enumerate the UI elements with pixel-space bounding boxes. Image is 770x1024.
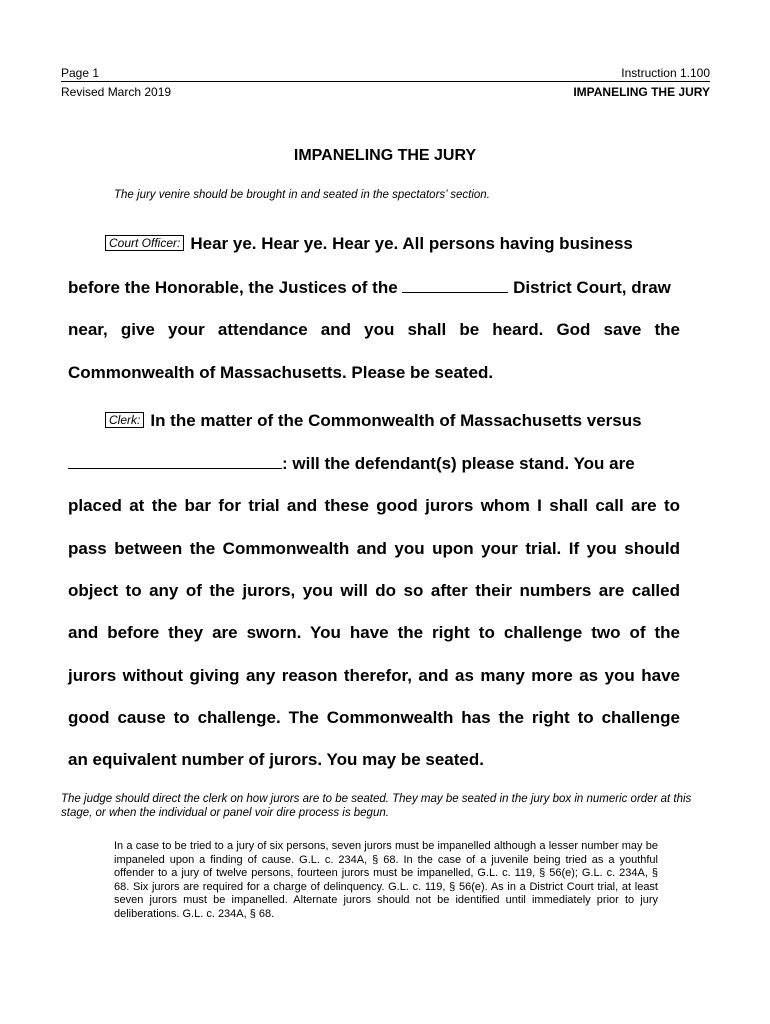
clerk-line-2: [68, 454, 680, 474]
clerk-line-4: pass between the Commonwealth and you upon your trial. If you should: [68, 539, 680, 558]
page-number: Page 1: [61, 66, 100, 80]
footnote: In a case to be tried to a jury of six persons, seven jurors must be impanelled although a lesser number may be impaneled upon a finding of cause. G.L. c. 234A, § 68. In the case of a juvenile being tried as a youthful offender to a jury of twelve persons, fourteen jurors must be impanelled, G.L. c. 119, § 56(e); G.L. c. 234A, § 68. Six jurors are required for a charge of delinquency. G.L. c. 119, § 56(e). As in a District Court trial, at least seven jurors must be impanelled. Alternate jurors should not be identified until immediately prior to jury deliberations. G.L. c. 234A, § 68.: [114, 840, 658, 920]
clerk-line-6: and before they are sworn. You have the right to challenge two of the: [68, 623, 680, 642]
clerk-line-9: an equivalent number of jurors. You may be seated.: [68, 750, 484, 769]
court-name-blank: [402, 278, 508, 293]
court-officer-tag: Court Officer:: [105, 235, 184, 251]
clerk-line-8: good cause to challenge. The Commonwealth has the right to challenge: [68, 708, 680, 727]
clerk-tag: Clerk:: [105, 412, 144, 428]
instruction-note: The jury venire should be brought in and seated in the spectators’ section.: [114, 189, 490, 201]
page-title: IMPANELING THE JURY: [293, 147, 477, 164]
court-officer-line-4: Commonwealth of Massachusetts. Please be seated.: [68, 363, 494, 382]
judge-note: The judge should direct the clerk on how jurors are to be seated. They may be seated in the jury box in numeric order at this stage, or when the individual or panel voir dire process is begun.: [61, 793, 692, 819]
court-officer-line-3: near, give your attendance and you shall be heard. God save the: [68, 320, 680, 339]
court-officer-line-1: [105, 234, 680, 255]
section-title: IMPANELING THE JURY: [573, 85, 710, 99]
clerk-line-5: object to any of the jurors, you will do so after their numbers are called: [68, 581, 680, 600]
clerk-text-2: : will the defendant(s) please stand. You are: [282, 454, 635, 473]
clerk-line-7: jurors without giving any reason therefor, and as many more as you have: [68, 666, 680, 685]
instruction-number: Instruction 1.100: [621, 66, 710, 80]
court-officer-line-2: [68, 278, 680, 298]
clerk-line-3: placed at the bar for trial and these good jurors whom I shall call are to: [68, 496, 680, 515]
revised-date: Revised March 2019: [61, 85, 172, 99]
court-officer-text-2a: before the Honorable, the Justices of the: [68, 278, 398, 297]
clerk-line-1: [105, 411, 680, 432]
defendant-name-blank: [68, 454, 282, 469]
header-divider: [61, 81, 710, 82]
court-officer-text-1: Hear ye. Hear ye. Hear ye. All persons having business: [190, 234, 633, 253]
clerk-text-1: In the matter of the Commonwealth of Massachusetts versus: [150, 411, 642, 430]
court-officer-text-2b: District Court, draw: [513, 278, 671, 297]
